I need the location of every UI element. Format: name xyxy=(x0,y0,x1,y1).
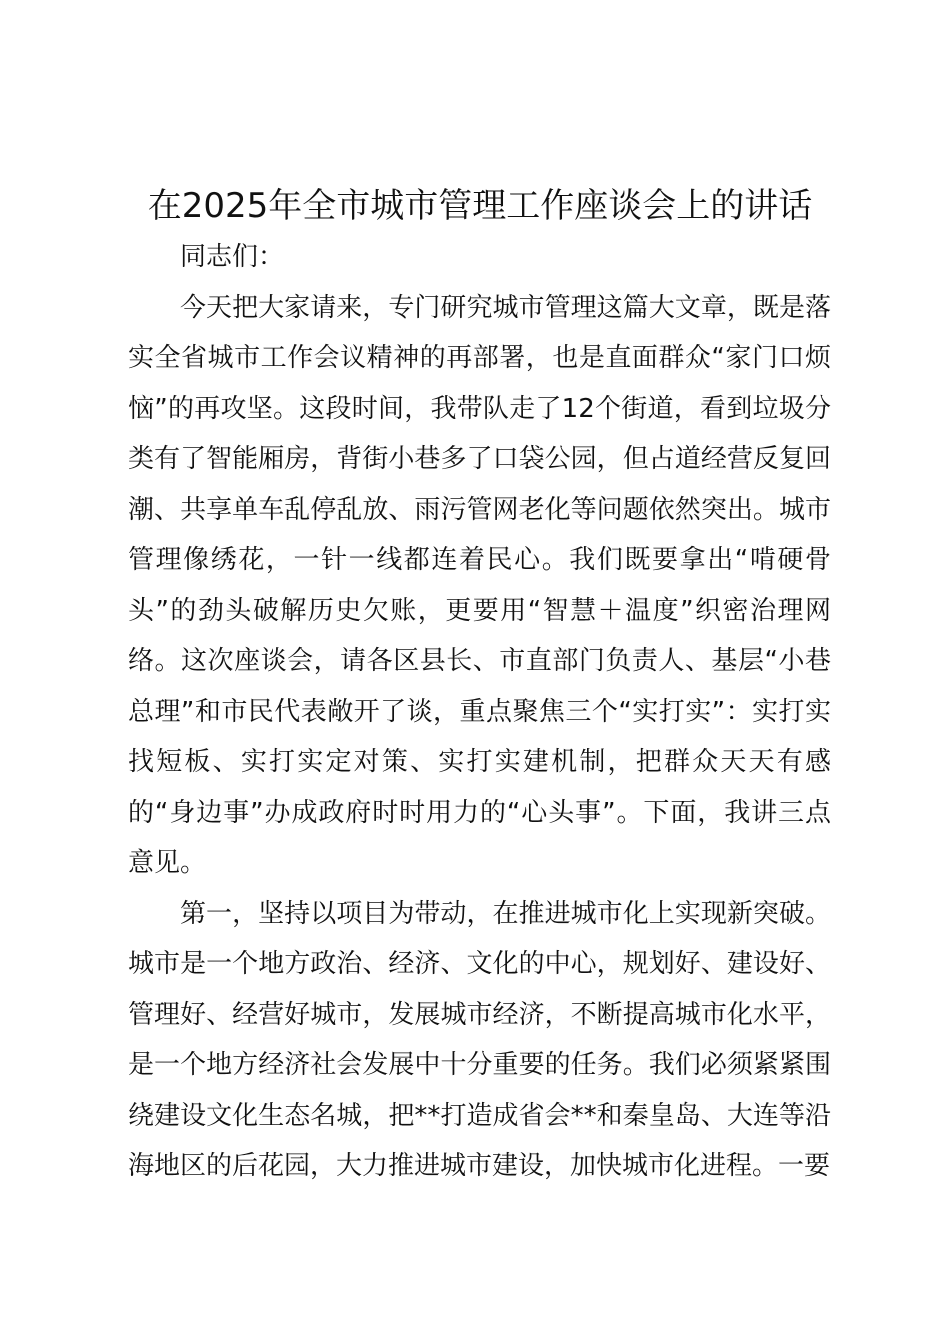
paragraph-2: 第一，坚持以项目为带动，在推进城市化上实现新突破。城市是一个地方政治、经济、文化的中心，规划好、建设好、管理好、经营好城市，发展城市经济，不断提高城市化水平，是一个地方经济社会发展中十分重要的任务。我们必须紧紧围绕建设文化生态名城，把**打造成省会**和秦皇岛、大连等沿海地区的后花园，大力推进城市建设，加快城市化进程。一要 xyxy=(128,898,831,1181)
paragraph-1: 今天把大家请来，专门研究城市管理这篇大文章，既是落实全省城市工作会议精神的再部署，也是直面群众“家门口烦恼”的再攻坚。这段时间，我带队走了12个街道，看到垃圾分类有了智能厢房，背街小巷多了口袋公园，但占道经营反复回潮、共享单车乱停乱放、雨污管网老化等问题依然突出。城市管理像绣花，一针一线都连着民心。我们既要拿出“啃硬骨头”的劲头破解历史欠账，更要用“智慧＋温度”织密治理网络。这次座谈会，请各区县长、市直部门负责人、基层“小巷总理”和市民代表敞开了谈，重点聚焦三个“实打实”：实打实找短板、实打实定对策、实打实建机制，把群众天天有感的“身边事”办成政府时时用力的“心头事”。下面，我讲三点意见。 xyxy=(128,292,831,878)
document-body xyxy=(128,232,831,1192)
salutation: 同志们： xyxy=(180,242,285,272)
document-title: 在2025年全市城市管理工作座谈会上的讲话 xyxy=(147,186,813,226)
